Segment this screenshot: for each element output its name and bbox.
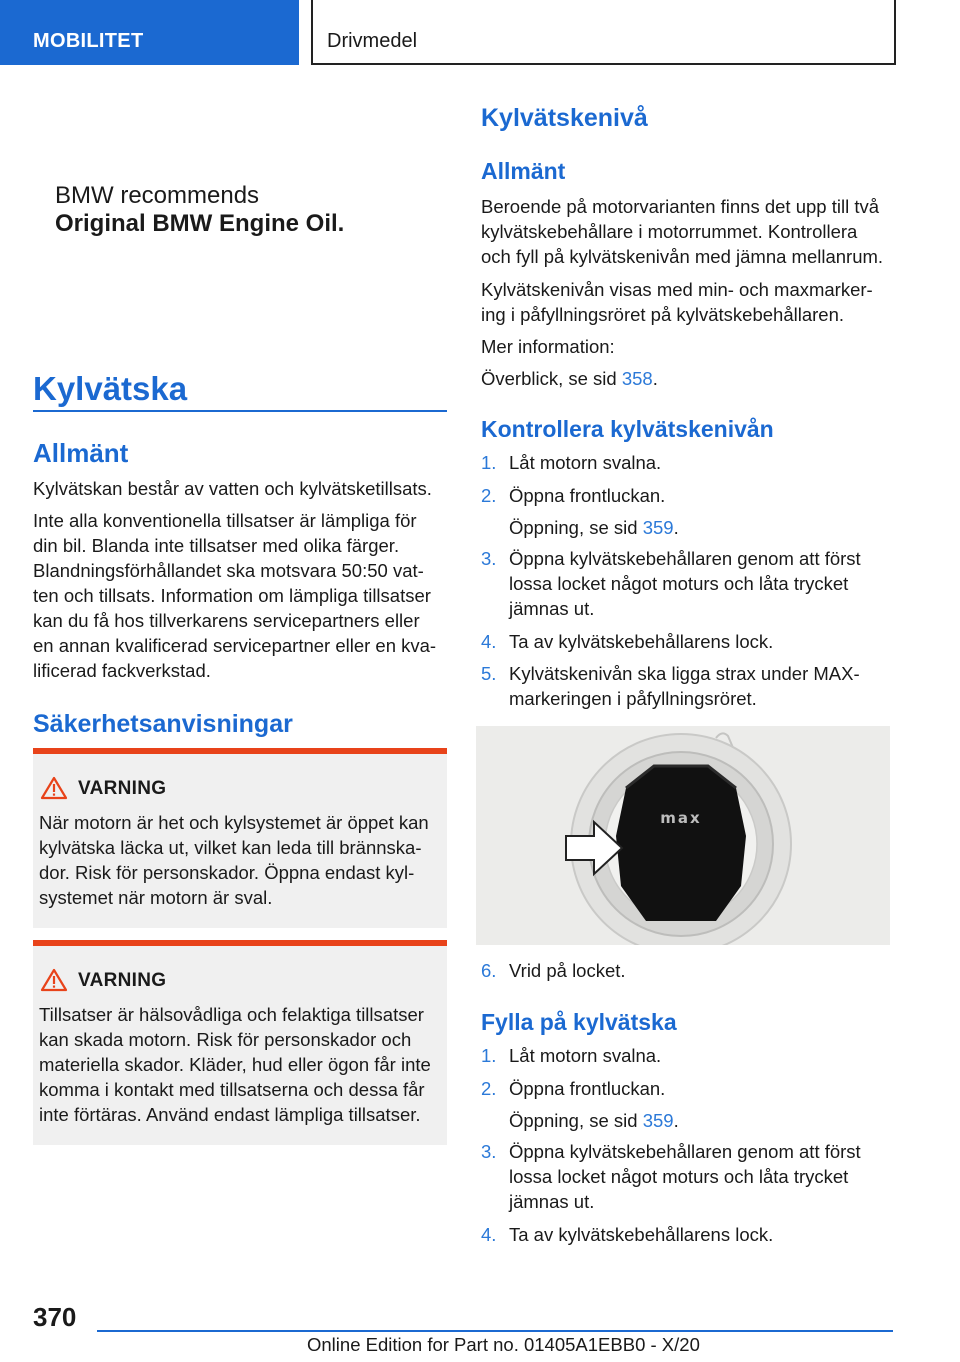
chapter-tab bbox=[311, 0, 896, 65]
text-line: ing i påfyllningsröret på kylvätskebehållaren. bbox=[481, 304, 845, 325]
text-line: kan du få hos tillverkarens servicepartners eller bbox=[33, 610, 420, 631]
text-line: komma i kontakt med tillsatserna och dessa får bbox=[39, 1079, 425, 1100]
step-ref-end: . bbox=[673, 1110, 679, 1131]
overview-ref bbox=[481, 366, 658, 391]
text-line: inte förtäras. Använd endast lämpliga tillsatser. bbox=[39, 1104, 421, 1125]
text-line: ten och tillsats. Information om lämpliga tillsatser bbox=[33, 585, 431, 606]
max-mark-label: max bbox=[660, 809, 702, 827]
warning-text bbox=[39, 810, 443, 910]
more-info-label: Mer information: bbox=[481, 336, 615, 357]
right-general-heading: Allmänt bbox=[481, 158, 566, 184]
text-line: din bil. Blanda inte tillsatser med olika färger. bbox=[33, 535, 400, 556]
general-text-2 bbox=[33, 508, 447, 683]
chapter-label: Drivmedel bbox=[327, 30, 418, 52]
text-line: lificerad fackverkstad. bbox=[33, 660, 211, 681]
step-ref bbox=[509, 515, 891, 540]
warning-triangle-icon bbox=[40, 776, 68, 800]
text-line: Öppna kylvätskebehållaren genom att först bbox=[509, 548, 861, 569]
text-line: en annan kvalificerad servicepartner eller en kva- bbox=[33, 635, 437, 656]
step-ref-end: . bbox=[673, 517, 679, 538]
step-text: Vrid på locket. bbox=[509, 960, 626, 981]
step-text bbox=[509, 1139, 891, 1214]
step-number: 3. bbox=[481, 1141, 497, 1162]
text-line: systemet när motorn är sval. bbox=[39, 887, 273, 908]
step-number: 6. bbox=[481, 960, 497, 981]
warning-triangle-icon bbox=[40, 968, 68, 992]
general-text-1: Kylvätskan består av vatten och kylvätsketillsats. bbox=[33, 478, 432, 499]
title-rule bbox=[33, 410, 447, 412]
text-line: kan skada motorn. Risk för personskador och bbox=[39, 1029, 412, 1050]
check-heading: Kontrollera kylvätskenivån bbox=[481, 416, 774, 442]
text-line: När motorn är het och kylsystemet är öppet kan bbox=[39, 812, 429, 833]
oil-logo-line1: BMW recommends bbox=[55, 182, 260, 209]
fill-heading: Fylla på kylvätska bbox=[481, 1009, 677, 1035]
text-line: Öppna kylvätskebehållaren genom att först bbox=[509, 1141, 861, 1162]
coolant-title: Kylvätska bbox=[33, 370, 188, 407]
step-number: 2. bbox=[481, 485, 497, 506]
step-number: 1. bbox=[481, 1045, 497, 1066]
warning-text bbox=[39, 1002, 443, 1127]
text-line: kylvätska läcka ut, vilket kan leda till brännska- bbox=[39, 837, 422, 858]
text-line: lossa locket något moturs och låta trycket bbox=[509, 1166, 849, 1187]
page-number: 370 bbox=[33, 1302, 77, 1332]
text-line: dor. Risk för personskador. Öppna endast kyl- bbox=[39, 862, 415, 883]
footer-rule bbox=[97, 1330, 893, 1332]
text-line: Kylvätskenivån visas med min- och maxmarker- bbox=[481, 279, 873, 300]
warning-title: VARNING bbox=[78, 970, 167, 991]
text-line: jämnas ut. bbox=[509, 1191, 595, 1212]
overview-ref-end: . bbox=[652, 368, 658, 389]
text-line: Inte alla konventionella tillsatser är lämpliga för bbox=[33, 510, 417, 531]
step-text bbox=[509, 546, 891, 621]
coolant-level-title: Kylvätskenivå bbox=[481, 104, 648, 132]
text-line: Kylvätskenivån ska ligga strax under MAX- bbox=[509, 663, 860, 684]
step-text: Ta av kylvätskebehållarens lock. bbox=[509, 1224, 774, 1245]
text-line: markeringen i påfyllningsröret. bbox=[509, 688, 757, 709]
opening-page-link[interactable]: 359 bbox=[642, 1110, 674, 1131]
text-line: och fyll på kylvätskenivån med jämna mellanrum. bbox=[481, 246, 884, 267]
warning-box-1 bbox=[33, 748, 447, 928]
coolant-reservoir-illustration bbox=[476, 726, 890, 945]
step-ref-text: Öppning, se sid bbox=[509, 517, 643, 538]
step-number: 2. bbox=[481, 1078, 497, 1099]
step-number: 3. bbox=[481, 548, 497, 569]
edition-text: Online Edition for Part no. 01405A1EBB0 - X/20 bbox=[307, 1334, 700, 1355]
section-label: MOBILITET bbox=[33, 30, 144, 52]
text-line: kylvätskebehållare i motorrummet. Kontrollera bbox=[481, 221, 858, 242]
right-general-text-2 bbox=[481, 277, 893, 327]
step-text: Låt motorn svalna. bbox=[509, 1045, 662, 1066]
oil-logo bbox=[55, 182, 344, 238]
text-line: Blandningsförhållandet ska motsvara 50:50 vat- bbox=[33, 560, 424, 581]
text-line: materiella skador. Kläder, hud eller ögon får inte bbox=[39, 1054, 431, 1075]
step-number: 4. bbox=[481, 1224, 497, 1245]
safety-heading: Säkerhetsanvisningar bbox=[33, 710, 293, 738]
step-text: Öppna frontluckan. bbox=[509, 485, 666, 506]
step-ref-text: Öppning, se sid bbox=[509, 1110, 643, 1131]
step-number: 5. bbox=[481, 663, 497, 684]
warning-box-2 bbox=[33, 940, 447, 1145]
step-text bbox=[509, 661, 891, 711]
section-tab bbox=[0, 0, 299, 65]
step-number: 1. bbox=[481, 452, 497, 473]
text-line: jämnas ut. bbox=[509, 598, 595, 619]
oil-logo-line2: Original BMW Engine Oil. bbox=[55, 210, 345, 237]
overview-page-link[interactable]: 358 bbox=[621, 368, 653, 389]
step-ref bbox=[509, 1108, 891, 1133]
step-text: Låt motorn svalna. bbox=[509, 452, 662, 473]
overview-ref-text: Överblick, se sid bbox=[481, 368, 622, 389]
text-line: lossa locket något moturs och låta trycket bbox=[509, 573, 849, 594]
text-line: Tillsatser är hälsovådliga och felaktiga tillsatser bbox=[39, 1004, 424, 1025]
reservoir-drawing bbox=[476, 726, 890, 945]
right-general-text-1 bbox=[481, 194, 893, 269]
warning-title: VARNING bbox=[78, 778, 167, 799]
text-line: Beroende på motorvarianten finns det upp till två bbox=[481, 196, 879, 217]
general-heading: Allmänt bbox=[33, 438, 129, 468]
step-text: Öppna frontluckan. bbox=[509, 1078, 666, 1099]
step-number: 4. bbox=[481, 631, 497, 652]
step-text: Ta av kylvätskebehållarens lock. bbox=[509, 631, 774, 652]
opening-page-link[interactable]: 359 bbox=[642, 517, 674, 538]
